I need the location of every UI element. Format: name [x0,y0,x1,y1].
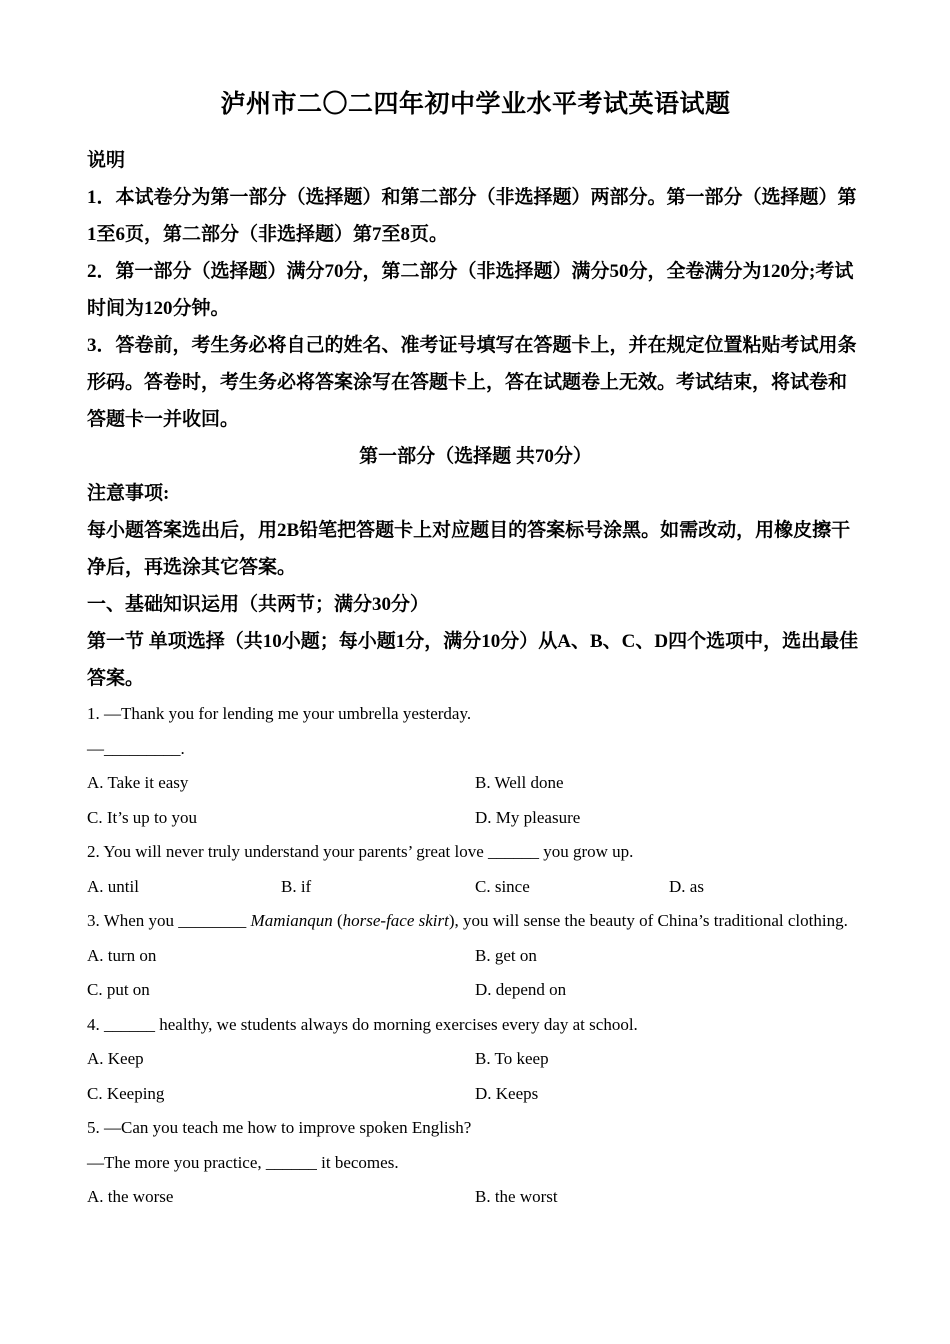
instruction-item-3: 3．答卷前，考生务必将自己的姓名、准考证号填写在答题卡上，并在规定位置粘贴考试用条形码。答卷时，考生务必将答案涂写在答题卡上，答在试题卷上无效。考试结束，将试卷和答题卡一并收回。 [87,335,857,430]
notice-heading: 注意事项: [87,483,170,504]
option-c: C. It’s up to you [87,807,198,827]
question-stem: 1. —Thank you for lending me your umbrella yesterday. [87,704,472,723]
question-2 [87,835,864,904]
option-row [87,1042,864,1077]
question-response: —The more you practice, ______ it becomes. [87,1152,399,1172]
option-c: C. Keeping [87,1083,165,1103]
part1-heading: 第一部分（选择题 共70分） [359,446,592,467]
option-d: D. depend on [475,980,567,999]
instruction-item-2: 2．第一部分（选择题）满分70分，第二部分（非选择题）满分50分，全卷满分为120分;考试时间为120分钟。 [87,261,854,319]
option-row [87,766,864,801]
option-c: C. put on [87,980,150,999]
option-a: A. until [87,876,139,896]
option-a: A. turn on [87,945,157,965]
option-c: C. since [475,876,530,896]
stem-suffix: ), you will sense the beauty of China’s traditional clothing. [448,911,848,930]
option-b: B. get on [475,945,537,965]
option-row [87,973,864,1008]
option-d: D. My pleasure [475,807,581,827]
option-b: B. To keep [475,1049,549,1068]
notice-text: 每小题答案选出后，用2B铅笔把答题卡上对应题目的答案标号涂黑。如需改动，用橡皮擦干净后，再选涂其它答案。 [87,520,851,578]
exam-title: 泸州市二〇二四年初中学业水平考试英语试题 [220,91,731,118]
stem-prefix: 3. When you ________ [87,911,251,930]
subsection-heading: 第一节 单项选择（共10小题；每小题1分，满分10分）从A、B、C、D四个选项中，选出最佳答案。 [87,631,859,689]
option-row [87,939,864,974]
option-d: D. as [669,876,704,896]
section-heading: 一、基础知识运用（共两节；满分30分） [87,594,430,615]
option-row [87,801,864,836]
instruction-item-1: 1．本试卷分为第一部分（选择题）和第二部分（非选择题）两部分。第一部分（选择题）第1至6页，第二部分（非选择题）第7至8页。 [87,187,857,245]
question-stem: 5. —Can you teach me how to improve spoken English? [87,1118,472,1137]
option-d: D. Keeps [475,1083,539,1103]
question-response: —_________. [87,738,185,758]
option-a: A. the worse [87,1187,174,1206]
option-b: B. if [281,876,312,896]
question-stem [87,904,864,939]
question-5 [87,1111,864,1215]
option-b: B. the worst [475,1187,558,1206]
stem-italic-term: Mamianqun [250,911,333,930]
option-a: A. Keep [87,1049,144,1068]
option-row [87,1077,864,1112]
question-stem: 4. ______ healthy, we students always do morning exercises every day at school. [87,1014,638,1034]
question-4 [87,1008,864,1112]
instructions-heading: 说明 [87,150,126,171]
question-1 [87,697,864,835]
question-3 [87,904,864,1008]
stem-mid: ( [332,911,343,930]
option-row [87,870,864,905]
option-a: A. Take it easy [87,773,189,792]
option-row [87,1180,864,1215]
stem-italic-translation: horse-face skirt [342,911,449,930]
question-stem: 2. You will never truly understand your parents’ great love ______ you grow up. [87,842,634,861]
option-b: B. Well done [475,773,564,792]
